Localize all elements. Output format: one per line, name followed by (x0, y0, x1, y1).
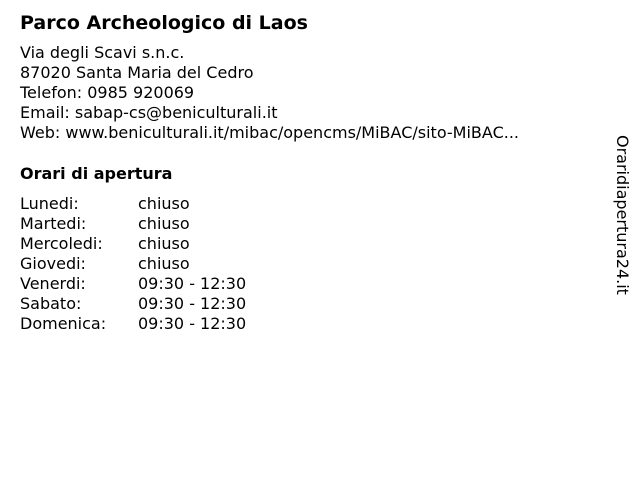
email-line: Email: sabap-cs@beniculturali.it (20, 103, 278, 122)
time-value: chiuso (138, 194, 190, 213)
address-line-1: Via degli Scavi s.n.c. (20, 43, 185, 62)
time-value: 09:30 - 12:30 (138, 274, 247, 293)
day-label: Sabato: (20, 294, 82, 313)
opening-hours-heading: Orari di apertura (20, 164, 173, 183)
time-value: 09:30 - 12:30 (138, 314, 247, 333)
day-label: Mercoledi: (20, 234, 103, 253)
place-title: Parco Archeologico di Laos (20, 12, 308, 34)
time-value: chiuso (138, 214, 190, 233)
time-value: chiuso (138, 254, 190, 273)
time-value: 09:30 - 12:30 (138, 294, 247, 313)
contact-info (20, 43, 519, 143)
day-label: Giovedi: (20, 254, 86, 273)
day-label: Martedi: (20, 214, 87, 233)
web-line: Web: www.beniculturali.it/mibac/opencms/MiBAC/sito-MiBAC... (20, 123, 519, 142)
day-label: Venerdi: (20, 274, 86, 293)
site-watermark: Oraridiapertura24.it (613, 135, 632, 295)
day-label: Lunedi: (20, 194, 79, 213)
phone-line: Telefon: 0985 920069 (20, 83, 195, 102)
address-line-2: 87020 Santa Maria del Cedro (20, 63, 254, 82)
time-value: chiuso (138, 234, 190, 253)
day-label: Domenica: (20, 314, 107, 333)
